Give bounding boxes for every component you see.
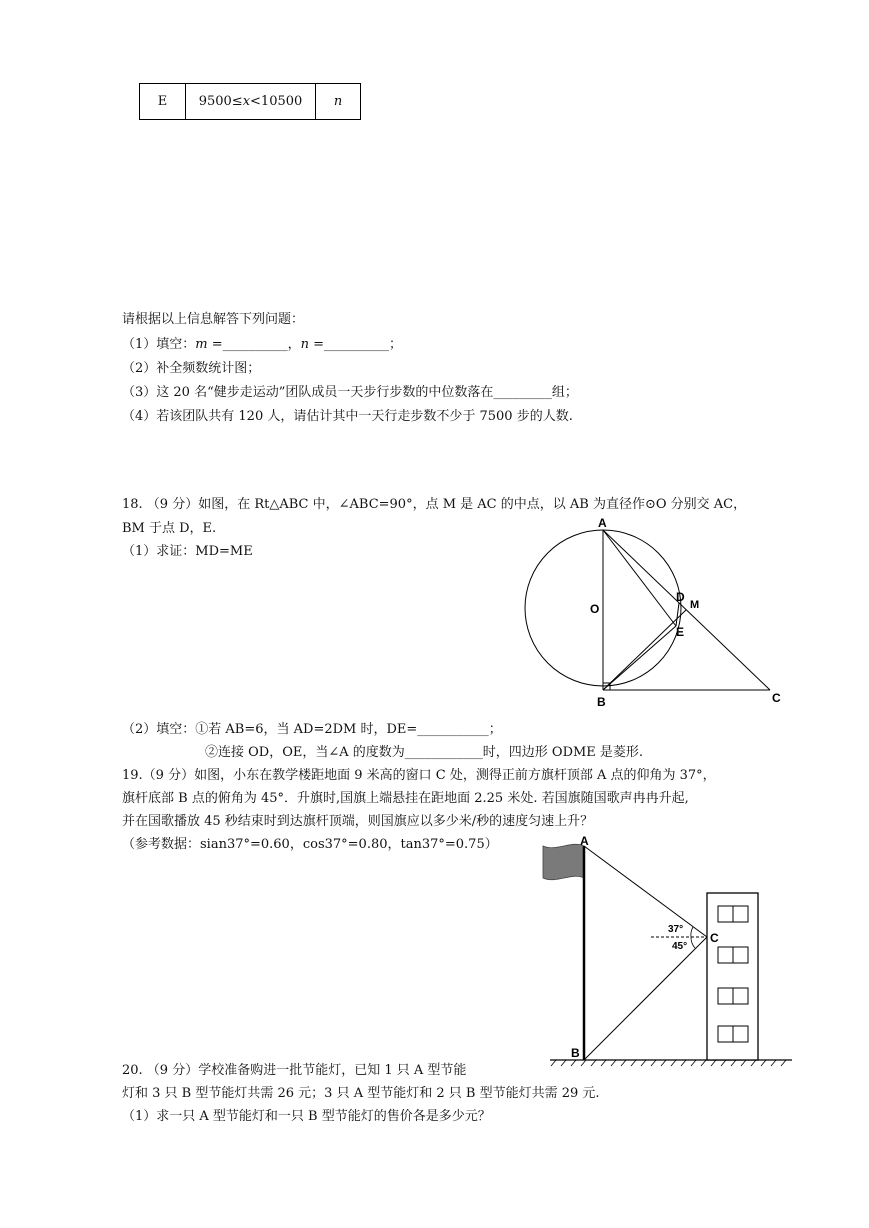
q17-part1-label: （1）填空：	[122, 337, 196, 352]
count-cell	[316, 84, 361, 120]
frequency-table	[139, 83, 361, 120]
q18-stem-line2: BM 于点 D，E.	[122, 521, 217, 536]
q19-stem-line1: 19.（9 分）如图，小东在教学楼距地面 9 米高的窗口 C 处，测得正前方旗杆顶部 A 点的仰角为 37°，	[122, 768, 716, 783]
segment-ae	[603, 530, 676, 626]
segment-de	[676, 603, 679, 626]
q17-part1	[122, 336, 402, 354]
q18-part1: （1）求证：MD=ME	[122, 544, 253, 559]
flag-shape	[543, 844, 584, 879]
group-cell: E	[140, 84, 186, 120]
table-row	[140, 84, 361, 120]
label-c: C	[710, 931, 719, 945]
range-start: 9500≤	[198, 94, 243, 109]
line-cb	[584, 937, 707, 1060]
range-variable: x	[242, 94, 251, 109]
label-angle-45: 45°	[672, 941, 688, 952]
q20-stem-line1: 20. （9 分）学校准备购进一批节能灯，已知 1 只 A 型节能	[122, 1063, 467, 1078]
label-b: B	[597, 695, 606, 709]
q17-blank-m: =__________，	[207, 337, 301, 352]
label-b: B	[571, 1046, 580, 1060]
label-c: C	[772, 691, 781, 705]
q19-stem-line3: 并在国歌播放 45 秒结束时到达旗杆顶端，则国旗应以多少米/秒的速度匀速上升？	[122, 814, 594, 829]
label-a: A	[580, 834, 589, 848]
line-ca	[584, 846, 707, 937]
label-m: M	[690, 599, 700, 611]
q20-part1: （1）求一只 A 型节能灯和一只 B 型节能灯的售价各是多少元？	[122, 1109, 491, 1124]
count-value: n	[333, 94, 343, 109]
ground-hatching	[551, 1060, 786, 1066]
q17-part4: （4）若该团队共有 120 人，请估计其中一天行走步数不少于 7500 步的人数.	[122, 409, 573, 424]
label-angle-37: 37°	[668, 924, 684, 935]
label-o: O	[590, 602, 600, 616]
q17-intro: 请根据以上信息解答下列问题：	[122, 312, 305, 327]
label-d: D	[676, 590, 685, 604]
q19-stem-line2: 旗杆底部 B 点的俯角为 45°．升旗时,国旗上端悬挂在距地面 2.25 米处. 若国旗随国歌声冉冉升起,	[122, 791, 689, 806]
q18-part2: （2）填空：①若 AB=6，当 AD=2DM 时，DE=___________；	[122, 722, 502, 737]
q17-part2: （2）补全频数统计图；	[122, 361, 261, 376]
q18-part2b: ②连接 OD，OE，当∠A 的度数为____________时，四边形 ODME 是菱形.	[205, 745, 644, 760]
angle-arcs	[691, 927, 695, 948]
range-cell	[186, 84, 316, 120]
q17-blank-n: =__________；	[309, 337, 403, 352]
q19-reference-data: （参考数据：sian37°=0.60，cos37°=0.80，tan37°=0.75）	[122, 837, 498, 852]
q19-flagpole-figure	[535, 835, 795, 1070]
label-a: A	[598, 516, 607, 530]
q17-var-n: n	[300, 337, 310, 352]
q18-stem-line1: 18. （9 分）如图，在 Rt△ABC 中，∠ABC=90°，点 M 是 AC 的中点，以 AB 为直径作⊙O 分别交 AC，	[122, 497, 747, 512]
q18-circle-figure	[520, 512, 790, 712]
range-end: <10500	[250, 94, 303, 109]
q17-var-m: m	[195, 337, 208, 352]
label-e: E	[676, 625, 685, 639]
q17-part3: （3）这 20 名“健步走运动”团队成员一天步行步数的中位数落在_________组；	[122, 385, 578, 400]
segment-be	[603, 626, 676, 690]
q20-stem-line2: 灯和 3 只 B 型节能灯共需 26 元；3 只 A 型节能灯和 2 只 B 型节能灯共需 29 元.	[122, 1086, 600, 1101]
